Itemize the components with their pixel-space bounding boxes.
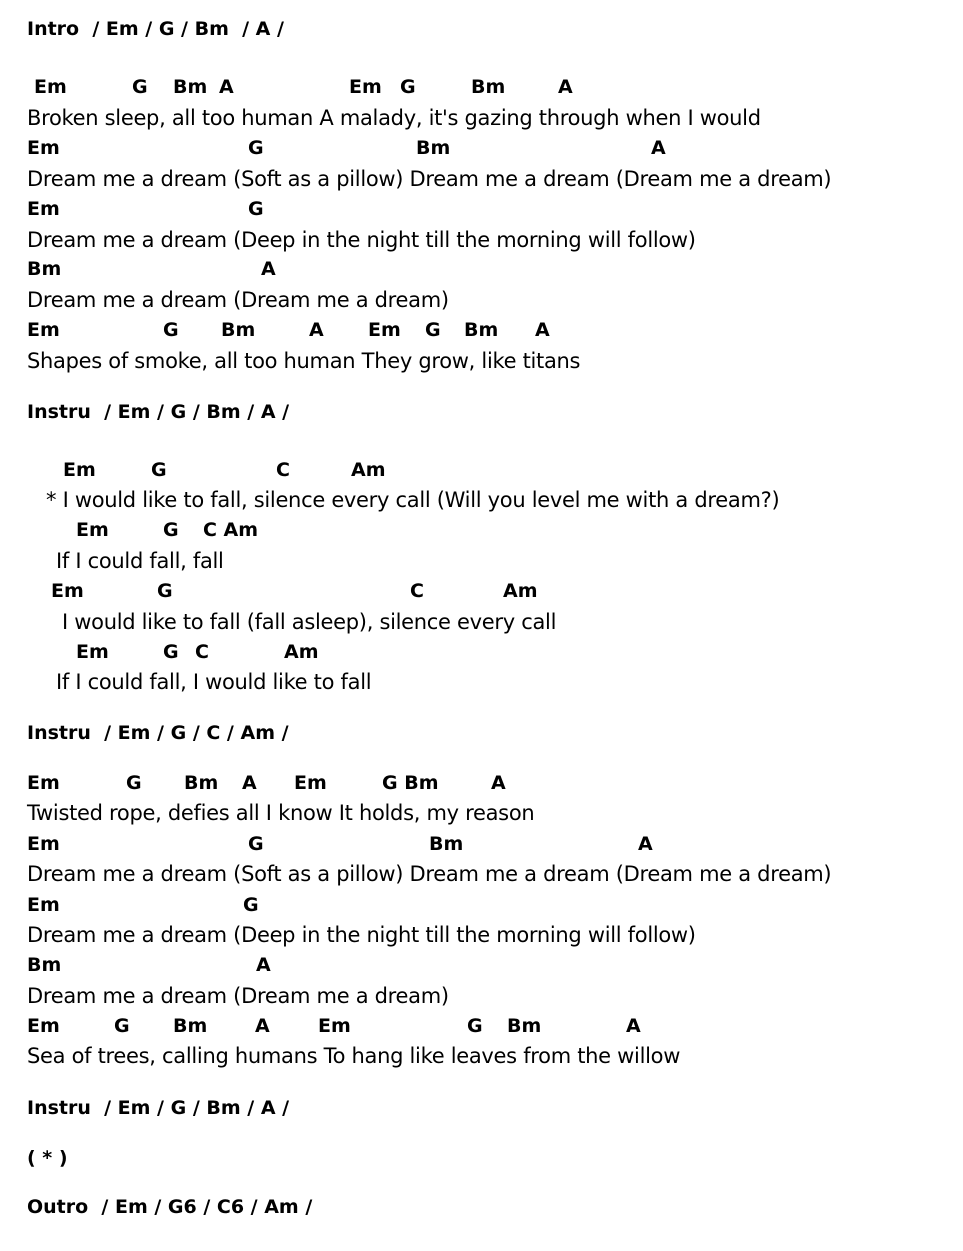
instru-line: Instru / Em / G / C / Am / xyxy=(27,722,289,744)
chord: Bm xyxy=(416,137,451,159)
chord: Em xyxy=(51,580,84,602)
chord-row xyxy=(0,198,264,255)
chord: A xyxy=(535,319,550,341)
chord: Bm xyxy=(507,1015,542,1037)
chord: G xyxy=(400,76,416,98)
chord: Bm xyxy=(429,833,464,855)
intro-line: Intro / Em / G / Bm / A / xyxy=(27,18,284,40)
chord: A xyxy=(558,76,573,98)
chord: A xyxy=(626,1015,641,1037)
chord: G xyxy=(163,319,179,341)
chord: G xyxy=(163,641,179,663)
chord: Am xyxy=(351,459,386,481)
chord: G xyxy=(467,1015,483,1037)
chord: G xyxy=(248,198,264,220)
instru-line: Instru / Em / G / Bm / A / xyxy=(27,1097,290,1119)
chord: Bm xyxy=(471,76,506,98)
lyric-line: Dream me a dream (Soft as a pillow) Dream me a dream (Dream me a dream) xyxy=(27,862,832,886)
chord: A xyxy=(255,1015,270,1037)
chord: A xyxy=(651,137,666,159)
chord: G xyxy=(157,580,173,602)
lyric-line: If I could fall, I would like to fall xyxy=(56,670,372,694)
chord: Bm xyxy=(173,1015,208,1037)
chord: A xyxy=(491,772,506,794)
chord: Bm xyxy=(184,772,219,794)
chord: Am xyxy=(503,580,538,602)
lyric-line: Dream me a dream (Soft as a pillow) Dream me a dream (Dream me a dream) xyxy=(27,167,832,191)
chord: G xyxy=(248,833,264,855)
chord: G xyxy=(151,459,167,481)
chord: A xyxy=(261,258,276,280)
chord: Am xyxy=(284,641,319,663)
lyric-line: Dream me a dream (Dream me a dream) xyxy=(27,984,449,1008)
lyric-line: * I would like to fall, silence every call (Will you level me with a dream?) xyxy=(46,488,780,512)
lyric-line: Dream me a dream (Dream me a dream) xyxy=(27,288,449,312)
chord: Bm xyxy=(221,319,256,341)
chord: Bm xyxy=(464,319,499,341)
lyric-line: I would like to fall (fall asleep), silence every call xyxy=(62,610,557,634)
chord: G xyxy=(425,319,441,341)
chord: C xyxy=(195,641,209,663)
lyric-line: If I could fall, fall xyxy=(56,549,224,573)
chord: Em xyxy=(318,1015,351,1037)
chord: Em xyxy=(27,137,60,159)
outro-line: Outro / Em / G6 / C6 / Am / xyxy=(27,1196,313,1218)
lyric-line: Dream me a dream (Deep in the night till the morning will follow) xyxy=(27,923,696,947)
chord: Em xyxy=(294,772,327,794)
chord: A xyxy=(219,76,234,98)
lyric-line: Dream me a dream (Deep in the night till the morning will follow) xyxy=(27,228,696,252)
chord: Bm xyxy=(27,954,62,976)
instru-line: Instru / Em / G / Bm / A / xyxy=(27,401,290,423)
chord: Em xyxy=(34,76,67,98)
chord: Em xyxy=(63,459,96,481)
chord: G xyxy=(243,894,259,916)
chord: G xyxy=(248,137,264,159)
chord: A xyxy=(256,954,271,976)
chord-row xyxy=(0,894,259,951)
chord: G xyxy=(126,772,142,794)
chord: Em xyxy=(27,198,60,220)
chord: Em xyxy=(27,894,60,916)
chord: A xyxy=(242,772,257,794)
chord: Em xyxy=(27,772,60,794)
lyric-line: Broken sleep, all too human A malady, it's gazing through when I would xyxy=(27,106,761,130)
chord: Em xyxy=(27,1015,60,1037)
chord: Em xyxy=(76,641,109,663)
chord: Bm xyxy=(27,258,62,280)
chord: G xyxy=(114,1015,130,1037)
chord: Em xyxy=(76,519,109,541)
chord: Em xyxy=(27,833,60,855)
lyric-line: Shapes of smoke, all too human They grow, like titans xyxy=(27,349,581,373)
chord: G Bm xyxy=(382,772,439,794)
chord: G xyxy=(163,519,179,541)
chord: Em xyxy=(349,76,382,98)
repeat-marker: ( * ) xyxy=(27,1147,68,1169)
chord: G xyxy=(132,76,148,98)
chord: C Am xyxy=(203,519,259,541)
chord: Bm xyxy=(173,76,208,98)
chord: C xyxy=(410,580,424,602)
chord: A xyxy=(638,833,653,855)
chord: C xyxy=(276,459,290,481)
lyric-line: Sea of trees, calling humans To hang like leaves from the willow xyxy=(27,1044,681,1068)
chord: A xyxy=(309,319,324,341)
chord: Em xyxy=(368,319,401,341)
lyric-line: Twisted rope, defies all I know It holds, my reason xyxy=(27,801,535,825)
chord: Em xyxy=(27,319,60,341)
